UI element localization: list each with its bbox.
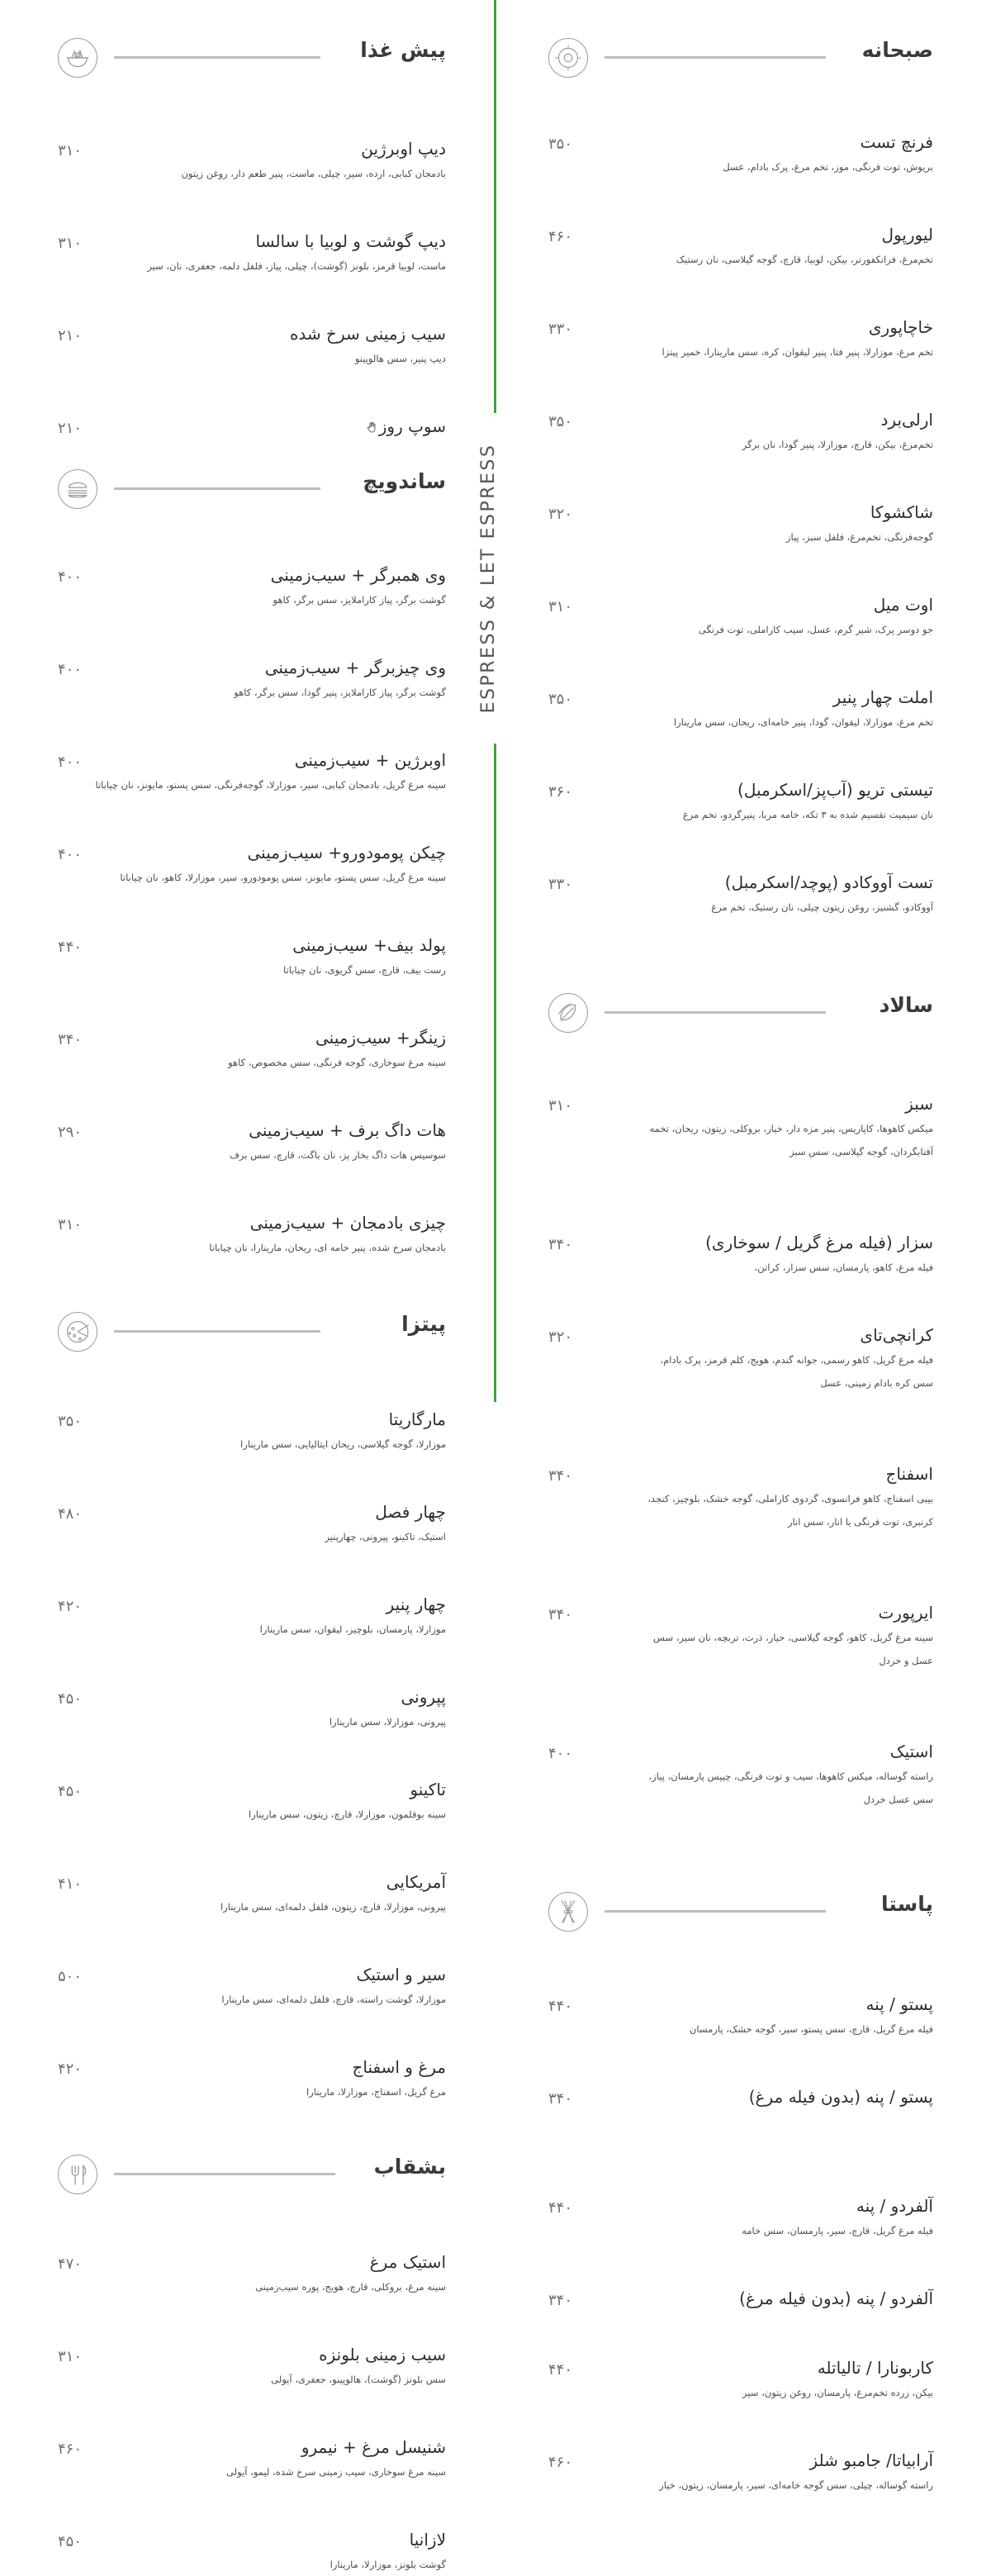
item-name-text: سیب زمینی سرخ شده	[289, 324, 446, 344]
item-price: ۳۱۰	[58, 235, 83, 252]
item-name-text: مرغ و اسفناج	[352, 2057, 446, 2077]
plate-breakfast-icon	[548, 38, 588, 78]
menu-item	[548, 2450, 933, 2497]
section-rule	[605, 1011, 826, 1014]
item-price: ۳۴۰	[58, 1031, 83, 1048]
item-name	[890, 1742, 933, 1761]
item-description: استیک، تاکینو، پپرونی، چهارپنیر	[325, 1531, 446, 1542]
item-price: ۳۶۰	[548, 783, 573, 801]
section-header	[58, 468, 446, 514]
menu-item	[58, 231, 446, 278]
item-description: جو دوسر پرک، شیر گرم، عسل، سیب کاراملی، توت فرنگی	[698, 624, 933, 635]
item-description: بادمجان کبابی، ارده، سیر، چیلی، ماست، پنیر طعم دار، روغن زیتون	[181, 168, 446, 179]
item-description: موزارلا، گوجه گیلاسی، ریحان ایتالیایی، سس مارینارا	[240, 1438, 446, 1450]
item-price: ۳۴۰	[548, 1236, 573, 1253]
left-column	[58, 0, 446, 2570]
menu-item	[58, 324, 446, 370]
item-price: ۳۵۰	[548, 691, 573, 708]
item-description: سینه مرغ گریل، سس پستو، مایونز، سس پومودورو، سیر، موزارلا، کاهو، نان چیاباتا	[120, 872, 446, 883]
item-name	[818, 2358, 933, 2378]
item-name	[886, 1464, 933, 1484]
item-name-text: اوبرژین + سیب‌زمینی	[294, 750, 446, 770]
menu-item	[58, 565, 446, 611]
item-description: موزارلا، گوشت راسته، قارچ، فلفل دلمه‌ای، سس مارینارا	[221, 1994, 446, 2005]
item-name	[389, 1409, 446, 1429]
item-price: ۳۳۰	[548, 321, 573, 338]
brand-name: ESPRESS & LET ESPRESS	[478, 443, 499, 714]
item-name	[375, 1502, 446, 1522]
item-name	[290, 324, 446, 344]
menu-item	[548, 687, 933, 734]
section-title: پیتزا	[401, 1312, 446, 1336]
salad-leaf-icon	[548, 993, 588, 1033]
menu-item	[548, 502, 933, 549]
item-name	[292, 935, 446, 955]
item-name-text: وی چیزبرگر + سیب‌زمینی	[264, 658, 446, 677]
item-name-text: پستو / پنه	[865, 1994, 933, 2014]
item-description: سینه مرغ سوخاری، گوجه فرنگی، سس مخصوص، کاهو	[228, 1057, 446, 1068]
menu-item	[58, 1213, 446, 1259]
item-price: ۴۲۰	[58, 2060, 83, 2078]
item-price: ۳۲۰	[548, 1328, 573, 1346]
item-name-text: املت چهار پنیر	[832, 687, 933, 707]
item-name-text: سزار (فیله مرغ گریل / سوخاری)	[705, 1233, 933, 1252]
item-name	[856, 2196, 933, 2216]
menu-item	[58, 139, 446, 185]
item-name-text: تست آووکادو (پوچد/اسکرمبل)	[724, 872, 933, 892]
item-name	[881, 410, 934, 430]
menu-item	[548, 780, 933, 826]
item-name-text: لازانیا	[409, 2530, 446, 2550]
item-name	[865, 1994, 933, 2014]
item-name-text: سیب زمینی بلونزه	[319, 2345, 446, 2365]
item-price: ۴۴۰	[548, 2199, 573, 2217]
item-name	[809, 2450, 933, 2470]
item-name-text: تاکینو	[410, 1780, 446, 1799]
item-description: راسته گوساله، میکس کاهوها، سیب و توت فرنگی، چیپس پارمسان، پیاز، سس عسل خردل	[648, 1770, 933, 1805]
item-description: آووکادو، گشنیز، روغن زیتون چیلی، نان رستیک، تخم مرغ	[711, 901, 933, 913]
menu-item	[58, 2057, 446, 2103]
menu-item	[548, 317, 933, 364]
item-name-text: آمریکایی	[386, 1872, 446, 1892]
section-title: ساندویچ	[363, 469, 446, 493]
item-name	[705, 1233, 933, 1252]
section-rule	[114, 1330, 320, 1333]
item-description: پپرونی، موزارلا، قارچ، زیتون، فلفل دلمه‌ای، سس مارینارا	[220, 1901, 446, 1913]
item-name-text: خاچاپوری	[868, 317, 933, 337]
pasta-icon	[548, 1892, 588, 1932]
item-name-text: لیورپول	[881, 225, 933, 245]
section-rule	[114, 487, 320, 490]
menu-item	[548, 595, 933, 641]
menu-item	[548, 2288, 933, 2312]
item-description: گوجه‌فرنگی، تخم‌مرغ، فلفل سبز، پیاز	[785, 531, 933, 543]
item-name	[725, 872, 933, 892]
item-description: فیله مرغ، کاهو، پارمسان، سس سزار، کراتن،	[754, 1262, 933, 1273]
item-name	[361, 139, 446, 159]
green-divider-bottom	[494, 744, 496, 1402]
item-description: گوشت بلونز، موزارلا، مارینارا	[330, 2559, 446, 2570]
item-price: ۴۵۰	[58, 1690, 83, 1708]
item-name	[905, 1094, 933, 1114]
item-description: سینه مرغ سوخاری، سیب زمینی سرخ شده، لیمو، آیولی	[226, 2466, 446, 2478]
item-name-text: هات داگ برف + سیب‌زمینی	[249, 1120, 446, 1140]
item-name	[833, 687, 933, 707]
item-name	[874, 595, 933, 615]
item-name-text: چیزی بادمجان + سیب‌زمینی	[249, 1213, 446, 1233]
item-price: ۴۱۰	[58, 1875, 83, 1893]
menu-item	[548, 1233, 933, 1279]
item-price: ۴۶۰	[548, 228, 573, 245]
item-name	[749, 2087, 933, 2107]
menu-item	[58, 416, 446, 440]
item-description: فیله مرغ گریل، کاهو رسمی، جوانه گندم، هویج، کلم قرمز، پرک بادام، سس کره بادام زمینی، عسل	[660, 1354, 933, 1389]
item-price: ۴۰۰	[58, 568, 83, 586]
item-name	[410, 2530, 446, 2550]
section-title: سالاد	[879, 993, 933, 1017]
menu-item	[58, 1409, 446, 1456]
item-description: پپرونی، موزارلا، سس مارینارا	[329, 1716, 446, 1728]
menu-item	[58, 2437, 446, 2483]
menu-item	[58, 1965, 446, 2011]
menu-item	[58, 1120, 446, 1167]
menu-item	[58, 1687, 446, 1733]
section-rule	[605, 56, 826, 59]
item-price: ۴۵۰	[58, 1783, 83, 1800]
item-description: سینه بوقلمون، موزارلا، قارچ، زیتون، سس مارینارا	[249, 1808, 446, 1820]
item-name-text: کرانچی‌تای	[860, 1325, 933, 1345]
menu-item	[58, 1028, 446, 1074]
section-header	[58, 2153, 446, 2199]
item-description: بیکن، زرده تخم‌مرغ، پارمسان، روغن زیتون، سیر	[742, 2387, 933, 2398]
item-description: فیله مرغ گریل، قارچ، سس پستو، سیر، گوجه خشک، پارمسان	[689, 2023, 933, 2035]
menu-item	[58, 2252, 446, 2298]
item-name	[357, 1965, 447, 1984]
item-price: ۳۱۰	[58, 2348, 83, 2365]
green-divider-top	[494, 0, 496, 413]
item-price: ۴۰۰	[58, 846, 83, 863]
item-price: ۴۶۰	[58, 2441, 83, 2458]
item-name-text: مارگاریتا	[388, 1409, 446, 1429]
section-header	[548, 36, 933, 83]
section-rule	[605, 1910, 826, 1913]
item-name	[319, 2345, 446, 2365]
item-name	[737, 780, 933, 800]
item-name-text: سوپ روز	[378, 416, 446, 436]
item-description: سوسیس هات داگ بخار پز، نان باگت، قارچ، سس برف	[230, 1149, 446, 1161]
item-price: ۴۴۰	[548, 2361, 573, 2379]
item-price: ۵۰۰	[58, 1968, 83, 1985]
item-price: ۳۱۰	[58, 1216, 83, 1233]
item-description: ماست، لوبیا قرمز، بلونز (گوشت)، چیلی، پیاز، فلفل دلمه، جعفری، نان، سیر	[147, 260, 446, 272]
item-name-text: سیر و استیک	[356, 1965, 446, 1984]
item-price: ۳۴۰	[548, 2090, 573, 2108]
item-name-text: شاکشوکا	[870, 502, 933, 522]
item-name	[386, 1595, 446, 1614]
menu-item	[548, 1464, 933, 1533]
right-column	[548, 0, 933, 2491]
item-name	[301, 2437, 446, 2457]
appetizer-bowl-icon	[58, 38, 97, 78]
item-name-text: کاربونارا / تالیاتله	[817, 2358, 933, 2378]
item-price: ۴۰۰	[58, 661, 83, 678]
menu-item	[548, 410, 933, 456]
section-header	[548, 1890, 933, 1937]
section-title: بشقاب	[373, 2155, 446, 2179]
item-name-text: آلفردو / پنه (بدون فیله مرغ)	[739, 2288, 933, 2308]
menu-item	[58, 2345, 446, 2391]
item-name	[861, 132, 933, 152]
item-name	[295, 750, 446, 770]
item-description: نان سیمیت تقسیم شده به ۳ تکه، خامه مربا، پنیرگردو، تخم مرغ	[682, 809, 933, 820]
item-price: ۳۲۰	[548, 506, 573, 523]
item-name-text: دیپ اوبرژین	[361, 139, 446, 159]
menu-item	[58, 750, 446, 796]
item-price: ۳۱۰	[548, 598, 573, 615]
item-description: تخم‌مرغ، بیکن، قارچ، موزارلا، پنیر گودا، نان برگر	[742, 439, 933, 450]
menu-item	[58, 1502, 446, 1548]
item-name-text: استیک	[889, 1742, 933, 1761]
menu-item	[58, 935, 446, 981]
menu-item	[58, 658, 446, 704]
section-header	[58, 36, 446, 83]
menu-item	[548, 2196, 933, 2242]
item-name-text: چیکن پومودورو+ سیب‌زمینی	[247, 843, 446, 863]
item-name	[860, 1325, 933, 1345]
item-name-text: اوت میل	[873, 595, 933, 615]
section-rule	[114, 2173, 335, 2175]
item-description: دیپ پنیر، سس هالوپینو	[354, 353, 446, 364]
item-name	[410, 1780, 446, 1799]
item-name	[878, 1603, 933, 1623]
item-name	[401, 1687, 446, 1707]
item-price: ۳۳۰	[548, 876, 573, 893]
menu-item	[58, 1595, 446, 1641]
item-name-text: ارلی‌برد	[880, 410, 933, 430]
item-description: گوشت برگر، پیاز کاراملایز، پنیر گودا، سس برگر، کاهو	[234, 687, 446, 698]
item-description: فیله مرغ گریل، قارچ، سیر، پارمسان، سس خامه	[742, 2225, 933, 2236]
item-name-text: چهار فصل	[375, 1502, 446, 1522]
menu-item	[58, 843, 446, 889]
item-price: ۲۱۰	[58, 420, 83, 437]
item-description: سینه مرغ گریل، بادمجان کبابی، سیر، موزارلا، گوجه‌فرنگی، سس پستو، مایونز، نان چیاباتا	[95, 779, 446, 791]
item-name	[315, 1028, 446, 1048]
item-name	[370, 2252, 446, 2272]
pizza-icon	[58, 1312, 97, 1352]
item-name-text: آلفردو / پنه	[856, 2196, 933, 2216]
item-name	[869, 317, 933, 337]
item-price: ۳۴۰	[548, 1606, 573, 1623]
menu-item	[58, 2530, 446, 2576]
item-name	[352, 2057, 446, 2077]
item-description: تخم‌مرغ، فرانکفورتر، بیکن، لوبیا، قارچ، گوجه گیلاسی، نان رستیک	[676, 254, 933, 265]
menu-item	[548, 225, 933, 271]
item-price: ۳۱۰	[58, 142, 83, 159]
item-name-text: تیستی تریو (آب‌پز/اسکرمبل)	[737, 780, 933, 800]
section-title: پیش غذا	[360, 38, 446, 62]
item-price: ۴۴۰	[548, 1998, 573, 2015]
item-price: ۴۷۰	[58, 2255, 83, 2273]
item-name-text: پپرونی	[401, 1687, 446, 1707]
item-name-text: شنیسل مرغ + نیمرو	[301, 2437, 446, 2457]
section-header	[58, 1310, 446, 1357]
item-price: ۳۵۰	[58, 1413, 83, 1430]
item-name-text: فرنچ تست	[860, 132, 933, 152]
item-description: موزارلا، پارمسان، بلوچیز، لیقوان، سس مارینارا	[259, 1623, 446, 1635]
menu-item	[58, 1780, 446, 1826]
item-name	[881, 225, 933, 245]
item-price: ۳۴۰	[548, 1467, 573, 1485]
item-description: بادمجان سرخ شده، پنیر خامه ای، ریحان، مارینارا، نان چیاباتا	[209, 1242, 446, 1253]
item-name	[386, 1872, 446, 1892]
item-name-text: زینگر+ سیب‌زمینی	[315, 1028, 446, 1048]
menu-item	[548, 1994, 933, 2041]
item-name-text: چهار پنیر	[386, 1595, 446, 1614]
item-description: راسته گوساله، چیلی، سس گوجه خامه‌ای، سیر، پارمسان، زیتون، خیار	[659, 2479, 933, 2491]
item-name	[739, 2288, 933, 2308]
item-name	[870, 502, 933, 522]
item-name-text: آرابیاتا/ جامبو شلز	[809, 2450, 933, 2470]
menu-item	[548, 1094, 933, 1163]
item-price: ۳۴۰	[548, 2292, 573, 2309]
item-description: تخم مرغ، موزارلا، لیقوان، گودا، پنیر خامه‌ای، ریحان، سس مارینارا	[673, 716, 933, 728]
item-name-text: پستو / پنه (بدون فیله مرغ)	[748, 2087, 933, 2107]
burger-icon	[58, 469, 97, 509]
hand-icon	[366, 418, 379, 438]
item-description: مرغ گریل، اسفناج، موزارلا، مارینارا	[306, 2086, 446, 2098]
item-name	[250, 1213, 446, 1233]
section-rule	[114, 56, 320, 59]
section-title: صبحانه	[861, 38, 933, 62]
item-description: رست بیف، قارچ، سس گریوی، نان چیاباتا	[282, 964, 446, 976]
item-description: میکس کاهوها، کاپاریس، پنیر مزه دار، خیار، بروکلی، زیتون، ریحان، تخمه آفتابگردان، گوجه گیلاسی، سس سبز	[649, 1123, 933, 1157]
menu-item	[548, 1325, 933, 1395]
menu-item	[548, 1603, 933, 1672]
item-description: بیبی اسفناج، کاهو فرانسوی، گردوی کاراملی، گوجه خشک، بلوچیز، کنجد، کرنبری، توت فرنگی یا انار، سس انار	[647, 1493, 933, 1528]
item-name-text: وی همبرگر + سیب‌زمینی	[270, 565, 446, 585]
item-name	[247, 843, 446, 863]
item-price: ۴۰۰	[548, 1745, 573, 1762]
item-name	[249, 1120, 446, 1140]
item-price: ۴۶۰	[548, 2454, 573, 2471]
menu-item	[548, 872, 933, 919]
menu-item	[548, 1742, 933, 1811]
menu-item	[548, 2358, 933, 2404]
item-description: سس بلونز (گوشت)، هالوپینو، جعفری، آیولی	[271, 2374, 446, 2385]
item-name	[265, 658, 446, 677]
item-price: ۴۲۰	[58, 1598, 83, 1615]
item-price: ۳۵۰	[548, 135, 573, 153]
item-name-text: پولد بیف+ سیب‌زمینی	[292, 935, 446, 955]
item-price: ۴۰۰	[58, 753, 83, 771]
menu-item	[548, 132, 933, 178]
section-title: پاستا	[881, 1892, 933, 1916]
item-price: ۳۵۰	[548, 413, 573, 430]
item-name-text: سبز	[905, 1094, 933, 1114]
item-name-text: اسفناج	[885, 1464, 933, 1484]
item-description: تخم مرغ، موزارلا، پنیر فتا، پنیر لیقوان، کره، سس مارینارا، خمیر پیتزا	[661, 346, 933, 358]
item-description: گوشت برگر، پیاز کاراملایز، سس برگر، کاهو	[273, 594, 446, 606]
item-name-text: استیک مرغ	[369, 2252, 446, 2272]
item-description: سینه مرغ، بروکلی، قارچ، هویج، پوره سیب‌زمینی	[255, 2281, 446, 2293]
item-name-text: ایرپورت	[878, 1603, 933, 1623]
item-price: ۳۱۰	[548, 1097, 573, 1115]
menu-item	[58, 1872, 446, 1918]
fork-knife-icon	[58, 2155, 97, 2194]
item-name	[271, 565, 446, 585]
item-price: ۴۸۰	[58, 1505, 83, 1523]
item-price: ۲۹۰	[58, 1124, 83, 1141]
item-name	[256, 231, 446, 251]
menu-item	[548, 2087, 933, 2110]
item-name	[363, 416, 446, 438]
item-price: ۴۴۰	[58, 939, 83, 956]
item-description: بریوش، توت فرنگی، موز، تخم مرغ، پرک بادام، عسل	[723, 161, 933, 173]
item-price: ۲۱۰	[58, 327, 83, 345]
item-name-text: دیپ گوشت و لوبیا با سالسا	[255, 231, 446, 251]
item-price: ۴۵۰	[58, 2533, 83, 2550]
item-description: سینه مرغ گریل، کاهو، گوجه گیلاسی، خیار، ذرت، تربچه، نان سیر، سس عسل و خردل	[652, 1632, 933, 1666]
section-header	[548, 991, 933, 1038]
